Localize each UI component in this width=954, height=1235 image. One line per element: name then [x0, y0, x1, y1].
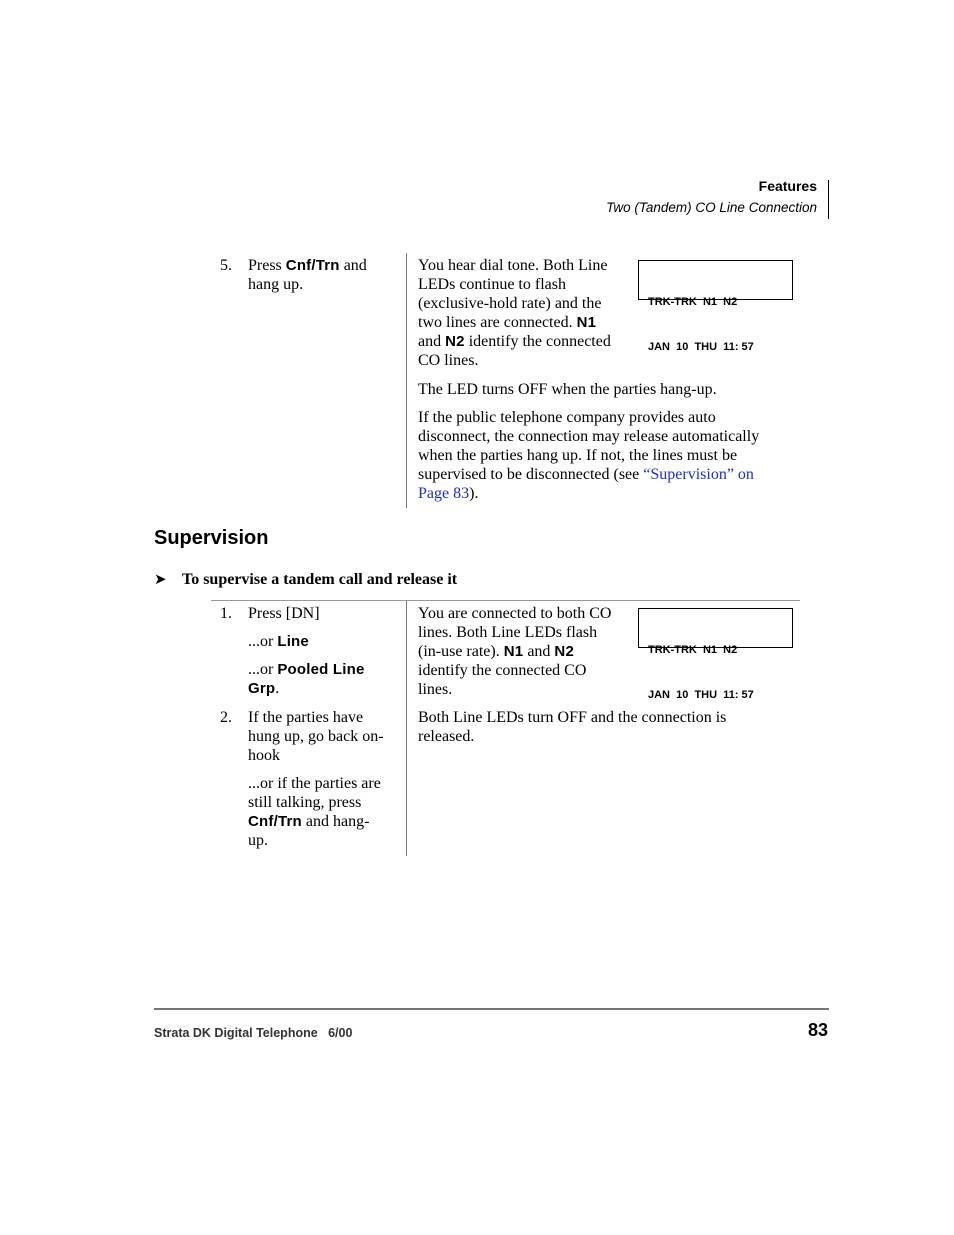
step-number: 2. — [220, 709, 232, 726]
cnf-trn-key: Cnf/Trn — [248, 813, 302, 830]
header-rule — [828, 180, 829, 219]
step-result-text: Both Line LEDs turn OFF and the connection is released. — [418, 709, 727, 745]
section-heading: Supervision — [154, 527, 269, 549]
page-number: 83 — [807, 1020, 828, 1040]
step-instruction: Press [DN] ...or Line ...or Pooled Line Grp. — [248, 605, 365, 697]
arrow-right-icon: ➤ — [154, 570, 167, 588]
led-off-note: The LED turns OFF when the parties hang-up. — [418, 381, 717, 398]
footer-rule — [154, 1008, 829, 1010]
step-instruction: Press Cnf/Trn and hang up. — [248, 257, 367, 293]
step-number: 1. — [220, 605, 232, 622]
table-top-rule — [211, 600, 800, 601]
line-key: Line — [277, 633, 309, 650]
footer-document-title: Strata DK Digital Telephone 6/00 — [154, 1026, 353, 1040]
lcd-display: TRK-TRK N1 N2 JAN 10 THU 11: 57 — [638, 608, 793, 648]
pooled-line-grp-key: Pooled Line — [277, 661, 365, 678]
n1-label: N1 — [576, 314, 597, 331]
n2-label: N2 — [445, 333, 465, 350]
step-instruction: If the parties have hung up, go back on- hook ...or if the parties are still talking, press Cnf/Trn and hang- up. — [248, 709, 384, 849]
running-header-chapter: Features — [758, 178, 817, 194]
pooled-line-grp-key-cont: Grp — [248, 680, 276, 697]
running-header-section: Two (Tandem) CO Line Connection — [606, 200, 817, 215]
step-number: 5. — [220, 257, 232, 274]
n2-label: N2 — [554, 643, 574, 660]
procedure-heading: ➤ To supervise a tandem call and release it — [154, 570, 458, 588]
supervision-link[interactable]: “Supervision” on — [643, 466, 754, 483]
lcd-display: TRK-TRK N1 N2 JAN 10 THU 11: 57 — [638, 260, 793, 300]
page-83-link[interactable]: Page 83 — [418, 485, 470, 502]
column-divider — [406, 601, 407, 856]
auto-disconnect-note: If the public telephone company provides auto disconnect, the connection may release automatically when the parties hang up. If not, the lines must be supervised to be disconnected (see “Supervision” on Page 83). — [418, 409, 760, 502]
cnf-trn-key: Cnf/Trn — [285, 257, 340, 274]
step-result-text: You hear dial tone. Both Line LEDs continue to flash (exclusive-hold rate) and the two lines are connected. N1 and N2 identify the connected CO lines. — [418, 257, 611, 369]
step-result-text: You are connected to both CO lines. Both Line LEDs flash (in-use rate). N1 and N2 identify the connected CO lines. — [418, 605, 612, 698]
n1-label: N1 — [503, 643, 524, 660]
column-divider — [406, 253, 407, 508]
